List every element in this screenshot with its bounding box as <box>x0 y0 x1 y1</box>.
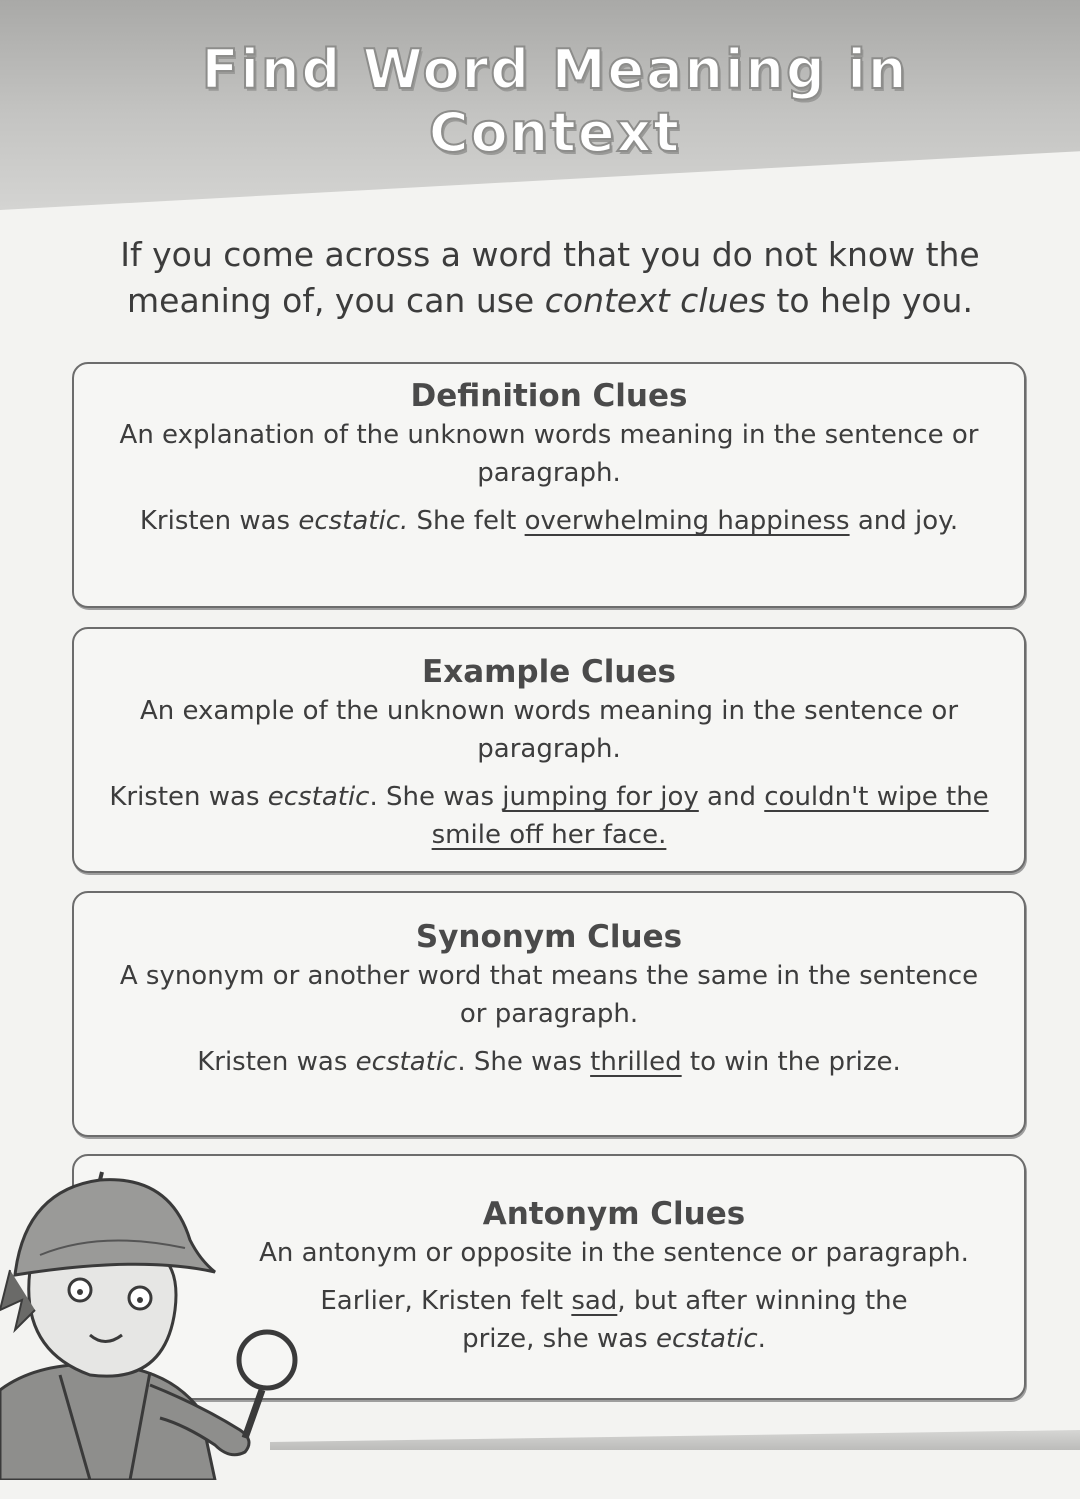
definition-clues-card <box>72 362 1026 608</box>
synonym-clues-card <box>72 891 1026 1137</box>
page-title: Find Word Meaning in Context <box>201 38 909 164</box>
card-example: Kristen was ecstatic. She was thrilled to win the prize. <box>197 1047 901 1077</box>
card-example: Kristen was ecstatic. She felt overwhelming happiness and joy. <box>139 506 959 536</box>
card-example: Kristen was ecstatic. She was jumping for joy and couldn't wipe the smile off her face. <box>109 782 989 850</box>
card-heading: Definition Clues <box>410 378 688 414</box>
clue-phrase: jumping for joy <box>502 782 699 812</box>
footer-stripe <box>270 1430 1080 1450</box>
intro-emphasis: context clues <box>544 281 766 320</box>
card-heading: Example Clues <box>422 654 676 690</box>
card-example: Earlier, Kristen felt sad, but after winning the prize, she was ecstatic. <box>320 1286 908 1354</box>
card-heading: Antonym Clues <box>482 1196 746 1232</box>
card-description: A synonym or another word that means the same in the sentence or paragraph. <box>119 961 979 1029</box>
card-description: An explanation of the unknown words meaning in the sentence or paragraph. <box>119 420 979 488</box>
clue-phrase: thrilled <box>590 1047 682 1077</box>
example-clues-card <box>72 627 1026 873</box>
card-heading: Synonym Clues <box>415 919 683 955</box>
clue-phrase: overwhelming happiness <box>524 506 850 536</box>
detective-with-magnifying-glass-icon <box>0 1160 320 1480</box>
intro-text: If you come across a word that you do not know the meaning of, you can use context clues to help you. <box>120 235 980 320</box>
clue-phrase: sad <box>571 1286 618 1316</box>
card-description: An example of the unknown words meaning in the sentence or paragraph. <box>139 696 959 764</box>
card-description: An antonym or opposite in the sentence or paragraph. <box>259 1238 969 1268</box>
clue-phrase: couldn't wipe the smile off her face. <box>431 782 989 850</box>
